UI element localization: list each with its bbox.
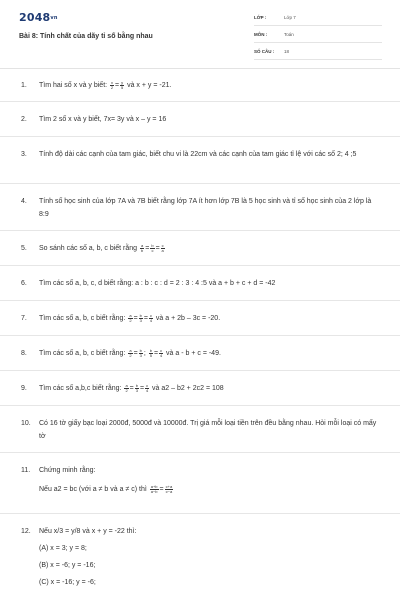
question-text: Tính độ dài các cạnh của tam giác, biết chu vi là 22cm và các cạnh của tam giác tỉ lệ với các số 2; 4 ;5 [39, 151, 357, 158]
meta-count-row [254, 44, 382, 60]
question-number: 5. [21, 245, 27, 252]
question-text: Tìm các số a,b,c biết rằng: $\frac{a}{2}$ = $\frac{b}{3}$ = $\frac{c}{4}$ và a2 – b2 + 2c2 = 108 [39, 382, 224, 393]
meta-value: 18 [284, 49, 290, 54]
question-number: 1. [21, 82, 27, 89]
question-7 [0, 301, 400, 336]
meta-value: Toán [284, 32, 294, 37]
fraction: $\frac{c}{4}$ [159, 347, 163, 358]
text-part: Tìm các số a, b, c biết rằng: [39, 350, 128, 357]
question-text [39, 464, 382, 496]
fraction: $\frac{a}{2}$ [129, 312, 132, 323]
question-number: 8. [21, 350, 27, 357]
fraction: $\frac{c}{4}$ [145, 382, 149, 393]
meta-value: Lớp 7 [284, 15, 296, 20]
fraction: $\frac{a}{2}$ [125, 382, 128, 393]
text-part: và a - b + c = -49. [164, 350, 221, 357]
answer-option-c[interactable]: (C) x = -16; y = -6; [39, 579, 96, 586]
question-number: 6. [21, 280, 27, 287]
question-9 [0, 371, 400, 406]
question-8 [0, 336, 400, 371]
question-text: Tìm hai số x và y biết: $\frac{x}{2}$ = $\frac{y}{5}$ và x + y = -21. [39, 79, 172, 90]
meta-label: LỚP : [254, 15, 267, 20]
meta-info [254, 10, 382, 61]
text-part: Tìm hai số x và y biết: [39, 82, 110, 89]
question-subtext: Nếu a2 = bc (với a ≠ b và a ≠ c) thì $\frac{a+b}{a-b}$ = $\frac{c+a}{c-a}$ [39, 483, 173, 494]
meta-label: MÔN : [254, 32, 268, 37]
question-text: Tìm các số a, b, c, d biết rằng: a : b : c : d = 2 : 3 : 4 :5 và a + b + c + d = -42 [39, 280, 276, 287]
text-part: và a2 – b2 + 2c2 = 108 [150, 385, 224, 392]
question-number: 4. [21, 198, 27, 205]
fraction: $\frac{c}{a}$ [161, 242, 164, 253]
question-4 [0, 184, 400, 231]
question-6 [0, 266, 400, 301]
question-number: 7. [21, 315, 27, 322]
site-logo[interactable] [19, 11, 58, 24]
question-5 [0, 231, 400, 266]
fraction: $\frac{a}{2}$ [129, 347, 132, 358]
text-part: và a + 2b – 3c = -20. [153, 315, 221, 322]
answer-option-b[interactable]: (B) x = -6; y = -16; [39, 562, 96, 569]
question-number: 3. [21, 151, 27, 158]
question-text: Tìm 2 số x và y biết, 7x= 3y và x – y = 16 [39, 116, 167, 123]
text-part: Chứng minh rằng: [39, 467, 96, 474]
worksheet-header [0, 0, 400, 69]
text-part: So sánh các số a, b, c biết rằng [39, 245, 140, 252]
question-1 [0, 68, 400, 102]
question-number: 12. [21, 528, 31, 535]
meta-class-row [254, 10, 382, 26]
text-part: Tìm các số a, b, c biết rằng: [39, 315, 128, 322]
fraction: $\frac{c+a}{c-a}$ [165, 483, 173, 494]
text-part: Tìm các số a,b,c biết rằng: [39, 385, 124, 392]
question-12 [0, 514, 400, 599]
question-number: 10. [21, 420, 31, 427]
question-text: Tính số học sinh của lớp 7A và 7B biết rằng lớp 7A ít hơn lớp 7B là 5 học sinh và tỉ số học sinh của 2 lớp là 8:9 [39, 198, 372, 218]
question-text: So sánh các số a, b, c biết rằng $\frac{a}{b}$ = $\frac{b}{c}$ = $\frac{c}{a}$ [39, 242, 164, 253]
meta-label: SỐ CÂU : [254, 49, 275, 54]
answer-option-a[interactable]: (A) x = 3; y = 8; [39, 545, 87, 552]
fraction: $\frac{x}{2}$ [110, 79, 114, 90]
question-text: Có 16 tờ giấy bạc loại 2000đ, 5000đ và 10000đ. Trị giá mỗi loại tiền trên đều bằng nhau. Hỏi mỗi loại có mấy tờ [39, 420, 377, 440]
fraction: $\frac{b}{3}$ [139, 347, 142, 358]
question-text: Tìm các số a, b, c biết rằng: $\frac{a}{2}$ = $\frac{b}{3}$ ; $\frac{b}{5}$ = $\frac{c}{4}$ và a - b + c = -49. [39, 347, 221, 358]
text-part: và x + y = -21. [125, 82, 172, 89]
fraction: $\frac{b}{c}$ [151, 242, 154, 253]
question-list [0, 68, 400, 599]
fraction: $\frac{a}{b}$ [141, 242, 144, 253]
question-3 [0, 137, 400, 184]
lesson-title: Bài 8: Tính chất của dãy tỉ số bằng nhau [19, 33, 153, 40]
fraction: $\frac{b}{3}$ [139, 312, 142, 323]
question-11 [0, 453, 400, 514]
text-part: Nếu x/3 = y/8 và x + y = -22 thì: [39, 528, 137, 535]
question-number: 2. [21, 116, 27, 123]
logo-text: 2048 [19, 11, 51, 24]
logo-suffix: vn [50, 15, 58, 21]
question-number: 9. [21, 385, 27, 392]
fraction: $\frac{c}{4}$ [149, 312, 153, 323]
fraction: $\frac{b}{5}$ [149, 347, 153, 358]
question-number: 11. [21, 467, 31, 474]
question-text [39, 525, 382, 589]
question-10 [0, 406, 400, 453]
fraction: $\frac{b}{3}$ [135, 382, 138, 393]
meta-subject-row [254, 27, 382, 43]
fraction: $\frac{a+b}{a-b}$ [150, 483, 158, 494]
fraction: $\frac{y}{5}$ [121, 79, 124, 90]
question-text: Tìm các số a, b, c biết rằng: $\frac{a}{2}$ = $\frac{b}{3}$ = $\frac{c}{4}$ và a + 2b – 3c = -20. [39, 312, 221, 323]
question-2 [0, 102, 400, 137]
